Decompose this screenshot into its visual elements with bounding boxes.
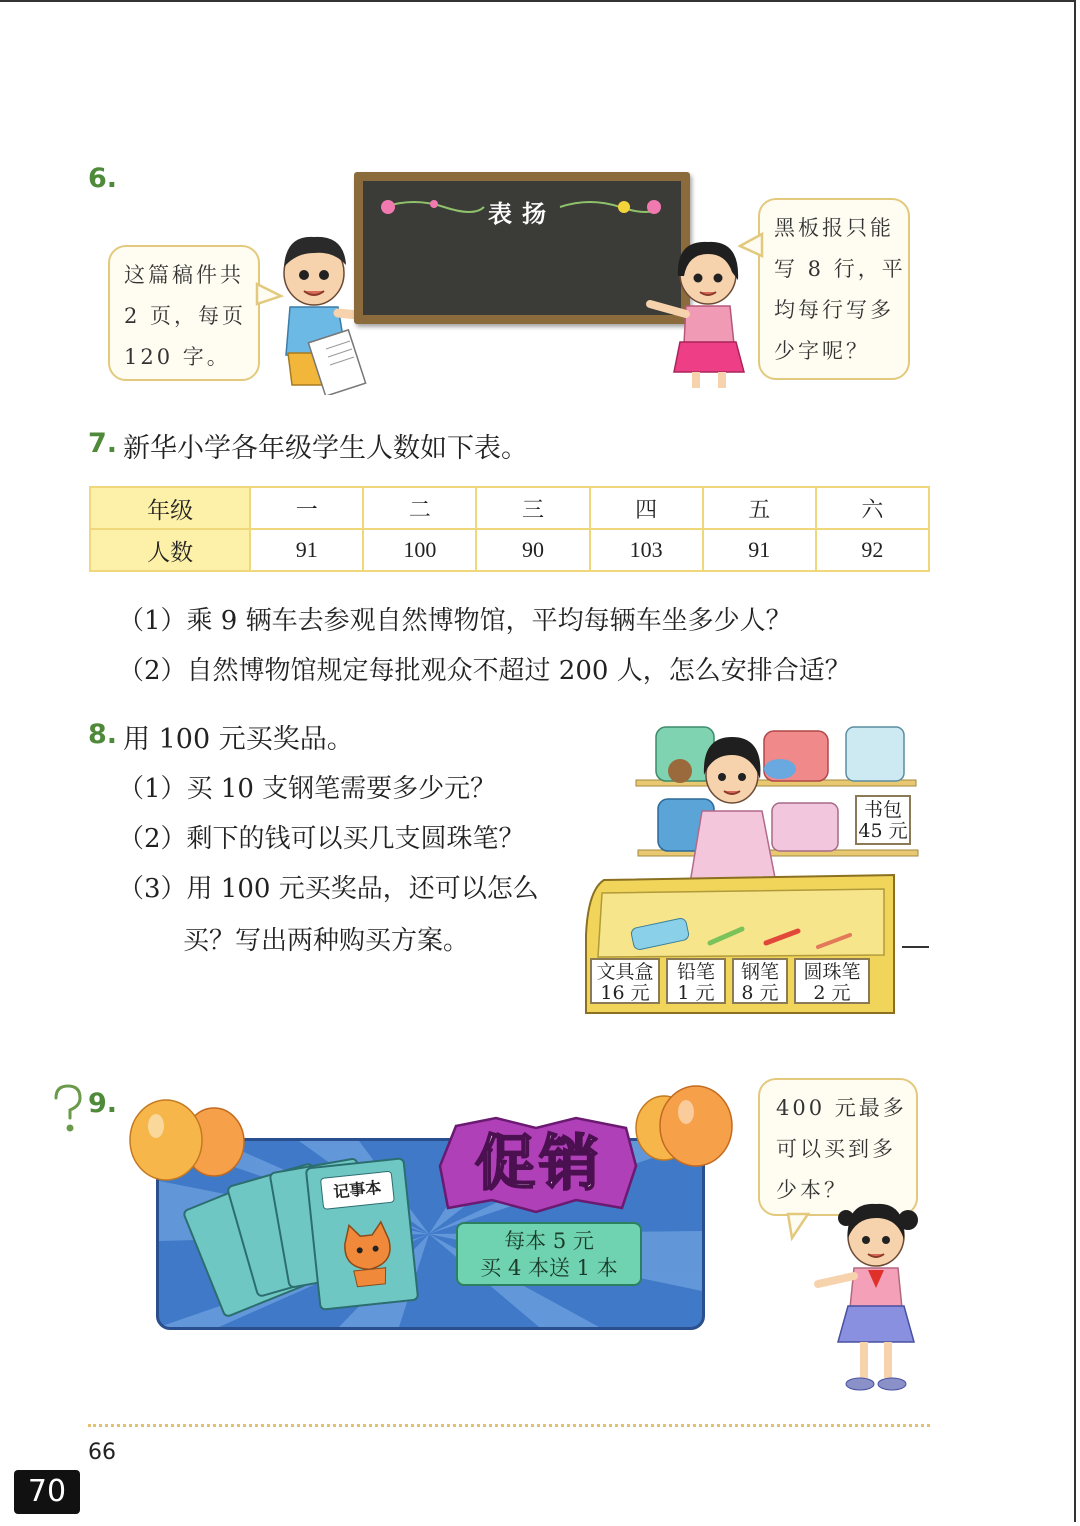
q8-sub3: （3）用 100 元买奖品，还可以怎么 — [118, 874, 539, 904]
promo-line: 每本 5 元 — [504, 1229, 594, 1253]
table-row — [90, 487, 929, 529]
item-price: 8 元 — [741, 982, 779, 1004]
flower-vine-decoration — [374, 192, 670, 222]
item-price: 2 元 — [813, 982, 851, 1004]
table-header-cell: 人数 — [90, 529, 250, 571]
question-mark-icon — [48, 1082, 88, 1136]
bubble-tail — [738, 232, 764, 262]
q7-sub1: （1）乘 9 辆车去参观自然博物馆，平均每辆车坐多少人？ — [118, 606, 792, 636]
q7-number: 7. — [88, 428, 118, 459]
table-cell: 三 — [476, 487, 589, 529]
q8-sub3-continued: 买？写出两种购买方案。 — [183, 926, 470, 956]
notebook-front — [305, 1157, 420, 1311]
price-label — [590, 958, 660, 1004]
table-cell: 五 — [703, 487, 816, 529]
bag-tag-price: 45 元 — [858, 820, 908, 842]
promo-line: 买 4 本送 1 本 — [480, 1256, 618, 1280]
girl-bubble-line: 少字呢？ — [774, 339, 870, 363]
cat-illustration — [335, 1219, 402, 1291]
item-name: 铅笔 — [676, 961, 715, 983]
girl-speech-bubble — [758, 198, 910, 380]
q8-number: 8. — [88, 719, 118, 750]
item-price: 1 元 — [677, 982, 715, 1004]
price-label — [666, 958, 726, 1004]
price-label — [732, 958, 788, 1004]
boy-speech-bubble — [108, 245, 260, 381]
boy-bubble-line: 120 字。 — [124, 345, 231, 369]
girl-illustration — [810, 1196, 934, 1400]
girl-bubble-line: 写 8 行，平 — [774, 257, 906, 281]
q7-text: 新华小学各年级学生人数如下表。 — [123, 433, 528, 464]
promo-price-box — [456, 1222, 642, 1286]
balloons-right — [630, 1084, 740, 1174]
table-cell: 91 — [703, 529, 816, 571]
q8-text: 用 100 元买奖品。 — [123, 724, 354, 755]
q8-sub2: （2）剩下的钱可以买几支圆珠笔？ — [118, 824, 525, 854]
girl-bubble-line: 均每行写多 — [774, 298, 894, 322]
table-row — [90, 529, 929, 571]
girl-illustration — [640, 232, 750, 392]
item-name: 文具盒 — [596, 961, 654, 983]
notebook-label: 记事本 — [320, 1171, 395, 1210]
boy-bubble-line: 这篇稿件共 — [124, 263, 244, 287]
bag-price-tag — [855, 795, 911, 845]
boy-bubble-line: 2 页，每页 — [124, 304, 247, 328]
table-cell: 103 — [590, 529, 703, 571]
q9-number: 9. — [88, 1088, 118, 1119]
table-cell: 六 — [816, 487, 929, 529]
item-price: 16 元 — [600, 982, 650, 1004]
table-cell: 91 — [250, 529, 363, 571]
bag-tag-name: 书包 — [863, 799, 902, 821]
table-cell: 100 — [363, 529, 476, 571]
table-cell: 90 — [476, 529, 589, 571]
price-label — [794, 958, 870, 1004]
item-name: 钢笔 — [740, 961, 779, 983]
table-cell: 一 — [250, 487, 363, 529]
grade-table — [89, 486, 930, 572]
footer-divider — [88, 1424, 930, 1427]
table-header-cell: 年级 — [90, 487, 250, 529]
item-name: 圆珠笔 — [803, 961, 861, 983]
q6-number: 6. — [88, 163, 118, 194]
table-cell: 四 — [590, 487, 703, 529]
promo-title: 促销 — [475, 1129, 603, 1199]
girl-bubble-line: 可以买到多 — [776, 1137, 896, 1161]
page-number: 66 — [88, 1440, 116, 1465]
balloons-left — [124, 1094, 254, 1194]
board-title: 表扬 — [488, 200, 556, 228]
page-badge: 70 — [14, 1470, 80, 1514]
q7-sub2: （2）自然博物馆规定每批观众不超过 200 人，怎么安排合适？ — [118, 656, 851, 686]
girl-bubble-line: 黑板报只能 — [774, 216, 894, 240]
table-cell: 二 — [363, 487, 476, 529]
q8-sub1: （1）买 10 支钢笔需要多少元？ — [118, 774, 497, 804]
table-cell: 92 — [816, 529, 929, 571]
girl-bubble-line: 400 元最多 — [776, 1096, 907, 1120]
girl-bubble-line: 少本？ — [776, 1178, 848, 1202]
